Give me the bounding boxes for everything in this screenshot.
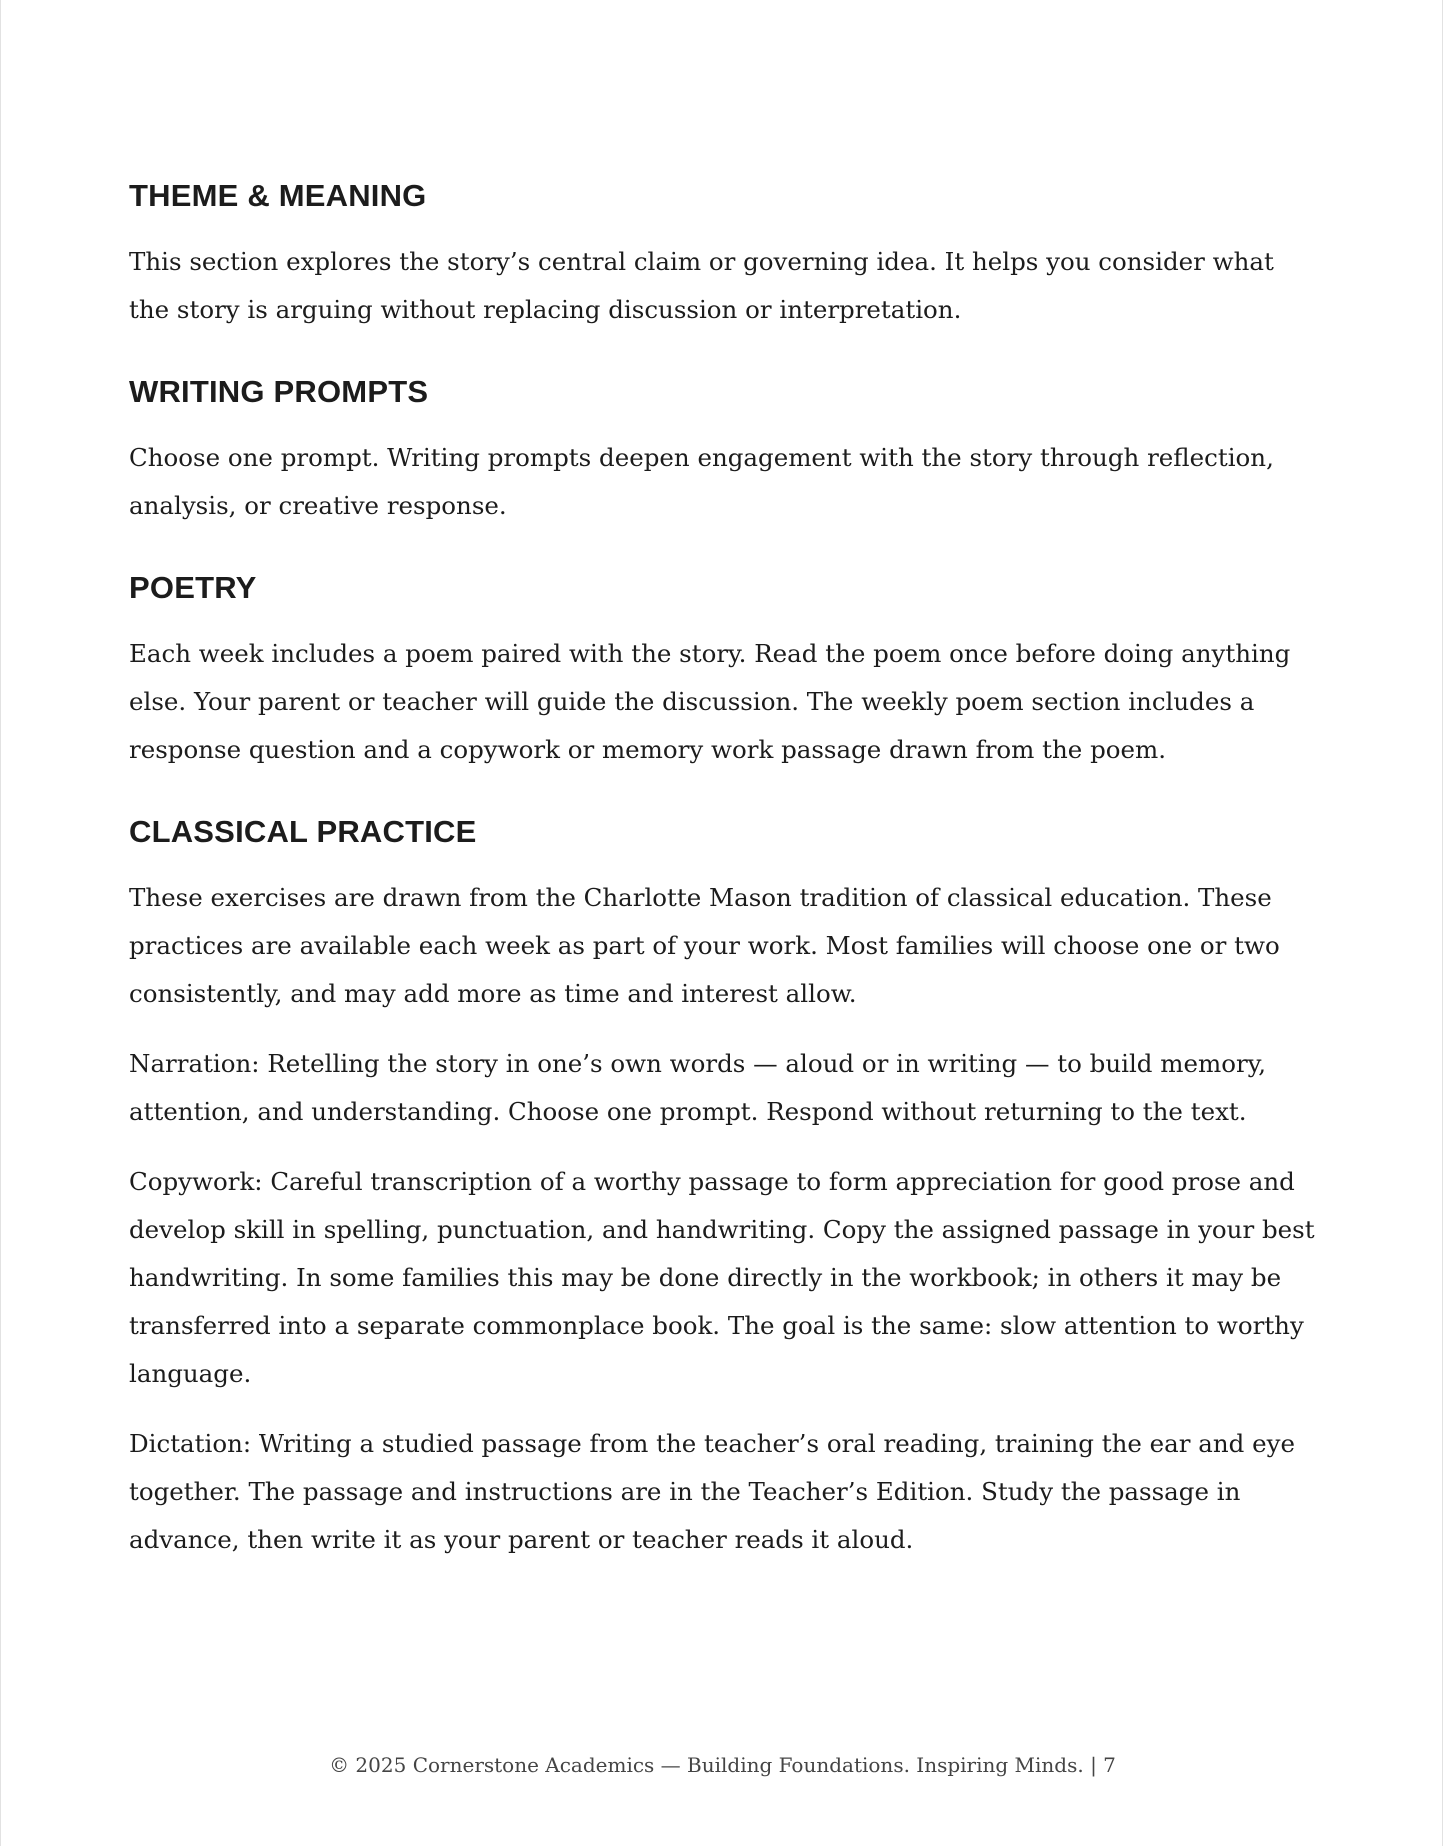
paragraph-narration: Narration: Retelling the story in one’s own words — aloud or in writing — to build memory, attention, and understanding. Choose one prompt. Respond without returning to the text. bbox=[129, 1049, 1267, 1126]
heading-writing-prompts: WRITING PROMPTS bbox=[129, 374, 429, 409]
heading-theme-meaning: THEME & MEANING bbox=[129, 178, 427, 213]
paragraph-copywork: Copywork: Careful transcription of a worthy passage to form appreciation for good prose and develop skill in spelling, punctuation, and handwriting. Copy the assigned passage in your best handwriting. In some families this may be done directly in the workbook; in others it may be transferred into a separate commonplace book. The goal is the same: slow attention to worthy language. bbox=[129, 1167, 1315, 1388]
paragraph-theme-meaning: This section explores the story’s central claim or governing idea. It helps you consider what the story is arguing without replacing discussion or interpretation. bbox=[129, 247, 1274, 324]
paragraph-poetry: Each week includes a poem paired with the story. Read the poem once before doing anything else. Your parent or teacher will guide the discussion. The weekly poem section includes a response question and a copywork or memory work passage drawn from the poem. bbox=[129, 639, 1291, 764]
paragraph-dictation: Dictation: Writing a studied passage from the teacher’s oral reading, training the ear and eye together. The passage and instructions are in the Teacher’s Edition. Study the passage in advance, then write it as your parent or teacher reads it aloud. bbox=[129, 1429, 1295, 1554]
heading-poetry: POETRY bbox=[129, 570, 257, 605]
heading-classical-practice: CLASSICAL PRACTICE bbox=[129, 814, 477, 849]
paragraph-classical-intro: These exercises are drawn from the Charlotte Mason tradition of classical education. These practices are available each week as part of your work. Most families will choose one or two consistently, and may add more as time and interest allow. bbox=[129, 883, 1280, 1008]
page-content bbox=[129, 176, 1319, 1586]
paragraph-writing-prompts: Choose one prompt. Writing prompts deepen engagement with the story through reflection, analysis, or creative response. bbox=[129, 443, 1274, 520]
page-footer: © 2025 Cornerstone Academics — Building Foundations. Inspiring Minds. | 7 bbox=[329, 1753, 1116, 1777]
